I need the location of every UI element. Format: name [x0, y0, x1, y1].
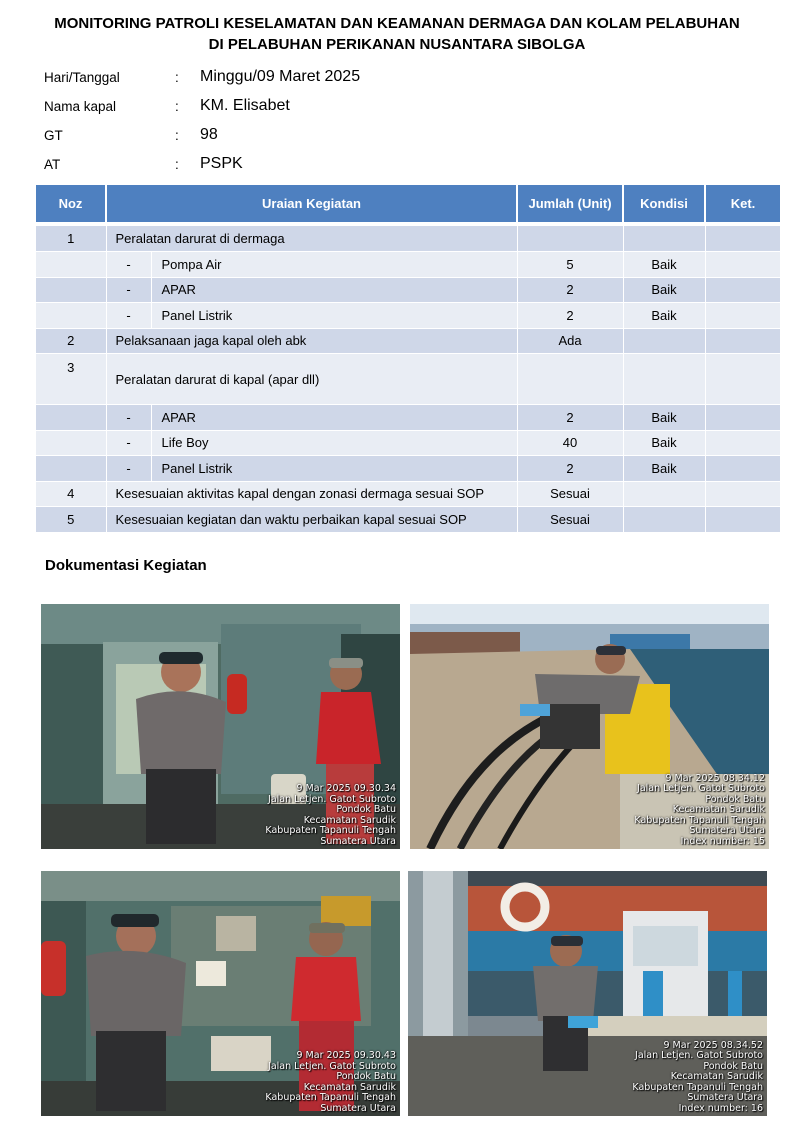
info-label: Nama kapal — [44, 99, 117, 114]
cell-description: APAR — [151, 405, 517, 431]
photo-timestamp — [632, 1041, 763, 1115]
cell-description: Kesesuaian aktivitas kapal dengan zonasi dermaga sesuai SOP — [106, 481, 517, 507]
cell-description: Kesesuaian kegiatan dan waktu perbaikan kapal sesuai SOP — [106, 507, 517, 533]
photo-cabin-inspection-1 — [41, 604, 400, 849]
photo-pier-panel-inspection — [408, 871, 767, 1116]
cell-no — [36, 303, 106, 329]
info-colon: : — [175, 157, 179, 172]
stamp-line: Pondok Batu — [336, 804, 396, 815]
cell-description: Peralatan darurat di dermaga — [106, 226, 517, 252]
info-row-at — [44, 153, 544, 182]
stamp-line: Kabupaten Tapanuli Tengah — [634, 814, 765, 826]
info-row-gt — [44, 124, 544, 153]
stamp-line: 9 Mar 2025 09.30.34 — [296, 783, 396, 794]
document-title — [0, 13, 794, 55]
info-value: Minggu/09 Maret 2025 — [200, 68, 361, 85]
header-quantity: Jumlah (Unit) — [517, 185, 623, 222]
cell-note — [705, 456, 780, 482]
stamp-line: Kecamatan Sarudik — [672, 804, 765, 815]
cell-description: Pelaksanaan jaga kapal oleh abk — [106, 328, 517, 354]
info-colon: : — [175, 99, 179, 114]
cell-quantity: Sesuai — [517, 507, 623, 533]
cell-no — [36, 456, 106, 482]
info-label: AT — [44, 157, 61, 172]
stamp-line: Sumatera Utara — [687, 1092, 763, 1103]
photo-pier-pump-inspection — [410, 604, 769, 849]
table-row — [36, 277, 780, 303]
stamp-line: Kecamatan Sarudik — [670, 1071, 763, 1082]
cell-dash: - — [106, 456, 151, 482]
stamp-line: Pondok Batu — [336, 1071, 396, 1082]
cell-dash: - — [106, 405, 151, 431]
cell-description: Panel Listrik — [151, 456, 517, 482]
cell-condition: Baik — [623, 456, 705, 482]
cell-note — [705, 354, 780, 405]
cell-no — [36, 430, 106, 456]
cell-no — [36, 277, 106, 303]
stamp-line: Jalan Letjen. Gatot Subroto — [635, 1050, 763, 1061]
table-row — [36, 226, 780, 252]
cell-note — [705, 481, 780, 507]
info-row-date — [44, 66, 544, 95]
cell-no — [36, 252, 106, 278]
photo-timestamp — [265, 784, 396, 847]
cell-no: 3 — [36, 354, 106, 405]
cell-dash: - — [106, 252, 151, 278]
documentation-title: Dokumentasi Kegiatan — [45, 557, 207, 574]
table-row — [36, 507, 780, 533]
cell-quantity: 2 — [517, 405, 623, 431]
header-note: Ket. — [705, 185, 780, 222]
cell-no: 4 — [36, 481, 106, 507]
cell-note — [705, 328, 780, 354]
cell-quantity — [517, 354, 623, 405]
cell-condition — [623, 507, 705, 533]
cell-note — [705, 405, 780, 431]
cell-description: Life Boy — [151, 430, 517, 456]
photo-timestamp — [634, 774, 765, 848]
cell-condition — [623, 226, 705, 252]
cell-quantity: 2 — [517, 456, 623, 482]
info-value: KM. Elisabet — [200, 97, 290, 114]
cell-no: 2 — [36, 328, 106, 354]
stamp-line: Kabupaten Tapanuli Tengah — [632, 1081, 763, 1093]
cell-condition — [623, 481, 705, 507]
cell-note — [705, 507, 780, 533]
info-label: GT — [44, 128, 63, 143]
table-row — [36, 430, 780, 456]
info-label: Hari/Tanggal — [44, 70, 120, 85]
stamp-line: Pondok Batu — [705, 793, 765, 805]
cell-note — [705, 430, 780, 456]
table-row — [36, 481, 780, 507]
stamp-line: Jalan Letjen. Gatot Subroto — [637, 783, 765, 794]
info-row-ship-name — [44, 95, 544, 124]
stamp-line: Sumatera Utara — [320, 1102, 396, 1114]
stamp-line: Pondok Batu — [703, 1060, 763, 1072]
cell-condition: Baik — [623, 405, 705, 431]
stamp-line: Kecamatan Sarudik — [303, 1081, 396, 1093]
info-colon: : — [175, 128, 179, 143]
stamp-line: Kabupaten Tapanuli Tengah — [265, 825, 396, 836]
cell-note — [705, 303, 780, 329]
cell-quantity: Ada — [517, 328, 623, 354]
info-value: 98 — [200, 126, 218, 143]
stamp-line: 9 Mar 2025 08.34.12 — [665, 772, 765, 784]
stamp-line: Kabupaten Tapanuli Tengah — [265, 1092, 396, 1103]
cell-description: APAR — [151, 277, 517, 303]
header-no: Noz — [36, 185, 106, 222]
title-line-1: MONITORING PATROLI KESELAMATAN DAN KEAMANAN DERMAGA DAN KOLAM PELABUHAN — [54, 15, 740, 32]
cell-condition: Baik — [623, 430, 705, 456]
cell-quantity: 2 — [517, 303, 623, 329]
stamp-line: Sumatera Utara — [689, 825, 765, 836]
stamp-line: Kecamatan Sarudik — [303, 814, 396, 826]
stamp-line: 9 Mar 2025 08.34.52 — [663, 1039, 763, 1051]
stamp-line: Jalan Letjen. Gatot Subroto — [268, 1060, 396, 1072]
cell-dash: - — [106, 277, 151, 303]
stamp-line: Jalan Letjen. Gatot Subroto — [268, 793, 396, 805]
title-line-2: DI PELABUHAN PERIKANAN NUSANTARA SIBOLGA — [208, 36, 586, 53]
cell-quantity: 2 — [517, 277, 623, 303]
table-header-row — [36, 185, 780, 222]
cell-no: 1 — [36, 226, 106, 252]
stamp-line: Sumatera Utara — [320, 835, 396, 847]
cell-description: Pompa Air — [151, 252, 517, 278]
cell-condition: Baik — [623, 303, 705, 329]
cell-note — [705, 252, 780, 278]
cell-description: Peralatan darurat di kapal (apar dll) — [106, 354, 517, 405]
activity-table — [36, 185, 781, 533]
table-row — [36, 328, 780, 354]
cell-note — [705, 226, 780, 252]
table-row — [36, 405, 780, 431]
stamp-line: Index number: 15 — [680, 835, 765, 847]
info-value: PSPK — [200, 155, 243, 172]
table-row — [36, 303, 780, 329]
cell-no — [36, 405, 106, 431]
cell-quantity — [517, 226, 623, 252]
cell-description: Panel Listrik — [151, 303, 517, 329]
cell-quantity: Sesuai — [517, 481, 623, 507]
table-row — [36, 354, 780, 405]
cell-note — [705, 277, 780, 303]
table-row — [36, 456, 780, 482]
info-colon: : — [175, 70, 179, 85]
stamp-line: Index number: 16 — [678, 1102, 763, 1114]
cell-dash: - — [106, 430, 151, 456]
header-description: Uraian Kegiatan — [106, 185, 517, 222]
cell-condition: Baik — [623, 252, 705, 278]
cell-no: 5 — [36, 507, 106, 533]
photo-cabin-inspection-2 — [41, 871, 400, 1116]
header-condition: Kondisi — [623, 185, 705, 222]
photo-timestamp — [265, 1051, 396, 1114]
cell-condition — [623, 354, 705, 405]
cell-quantity: 5 — [517, 252, 623, 278]
cell-quantity: 40 — [517, 430, 623, 456]
cell-condition — [623, 328, 705, 354]
table-row — [36, 252, 780, 278]
cell-dash: - — [106, 303, 151, 329]
stamp-line: 9 Mar 2025 09.30.43 — [296, 1050, 396, 1061]
cell-condition: Baik — [623, 277, 705, 303]
